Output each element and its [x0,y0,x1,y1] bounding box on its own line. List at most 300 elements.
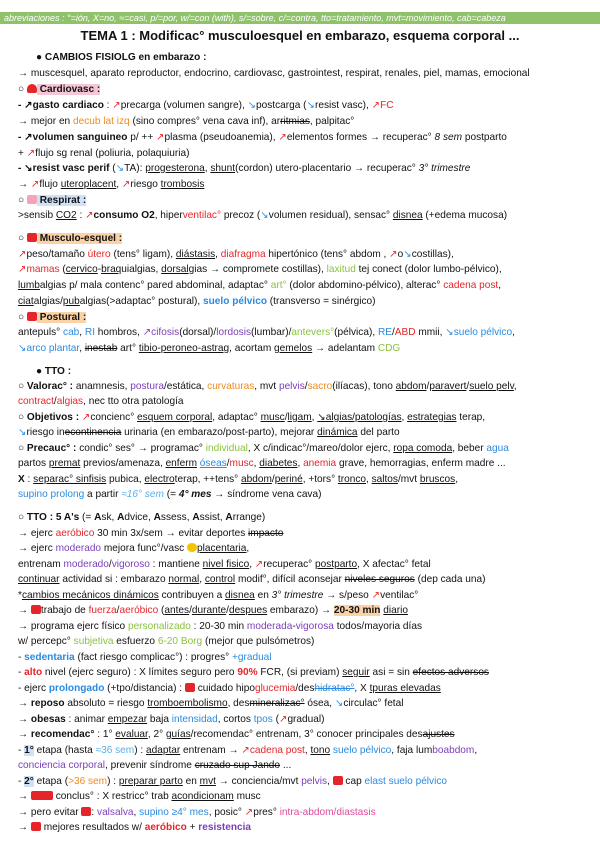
text-segment: ( [272,714,279,725]
text-segment: postcarga ( [256,100,307,111]
text-segment: : [103,100,113,111]
note-line-l26 [18,458,506,470]
text-segment: disnea [225,590,255,601]
text-segment: diafragma [220,249,266,260]
text-segment: , [474,745,478,756]
text-segment: sedentaria [24,652,75,663]
note-line-l12 [18,233,122,245]
text-segment: pub [62,296,80,307]
text-segment: decub lat izq [72,116,130,127]
text-segment: progesterona [145,163,205,174]
text-segment: dorsal [161,264,189,275]
note-line-l37 [18,636,314,648]
text-segment: saltos [371,474,398,485]
note-line-l6 [18,132,507,144]
text-segment: en [182,776,200,787]
text-segment: cambios mecánicos dinámicos [21,590,159,601]
text-segment: baja [147,714,172,725]
text-segment: art° [270,280,287,291]
text-segment: / [226,458,230,469]
text-segment: cervico [65,264,98,275]
text-segment: sacro [307,381,333,392]
text-segment: guías [165,729,191,740]
text-segment: anemia [303,458,337,469]
text-segment: , [401,412,408,423]
text-segment: ↗ [389,249,398,260]
note-line-l2 [18,68,530,80]
note-line-l34 [18,590,418,602]
text-segment: → ejerc [18,528,56,539]
text-segment: ↘ [306,100,315,111]
text-segment: FCR, (si previam) [257,667,343,678]
text-segment: / [108,559,112,570]
text-segment: - [18,745,25,756]
note-line-l27 [18,474,458,486]
text-segment: TTO : 5 A's [26,512,80,523]
text-segment: ( [109,163,116,174]
text-segment: 1° [24,745,34,756]
text-segment: , [253,458,260,469]
text-segment: , faja lum [391,745,433,756]
text-segment: abdom [395,381,427,392]
text-segment: a partir [84,489,122,500]
text-segment: CO2 [55,210,77,221]
text-segment: , [455,474,458,485]
text-segment: ↗ [121,179,131,190]
text-segment: inestab [84,343,118,354]
text-segment: , palpitac° [309,116,355,127]
text-segment: A [153,512,161,523]
note-line-l32 [18,559,431,571]
text-segment: control [204,574,236,585]
text-segment: / [226,605,229,616]
text-segment: ≈16° sem [121,489,164,500]
text-segment: - ejerc [18,683,49,694]
marker-icon [187,543,197,552]
text-segment: → [18,791,31,802]
text-segment: urinaria (en embarazo/post-parto), mejorar [121,427,318,438]
text-segment: algias/ [33,296,63,307]
text-segment: (+edema mucosa) [422,210,508,221]
text-segment: gemelos [274,343,313,354]
note-line-l31 [18,543,249,555]
text-segment: precoz ( [221,210,261,221]
text-segment: Respirat : [36,195,87,206]
text-segment: ● [36,366,45,377]
text-segment: entrenam [18,559,64,570]
text-segment: Objetivos : [26,412,80,423]
text-segment: conclus° : X restricc° trab [52,791,172,802]
text-segment: condic° ses° → programac° [76,443,206,454]
marker-icon [27,233,37,242]
text-segment: impacto [248,528,284,539]
text-segment: , hiper [154,210,183,221]
text-segment: (= [163,489,179,500]
text-segment: / [53,396,57,407]
text-segment: , [133,807,140,818]
text-segment: terap, ++tens° [174,474,241,485]
text-segment: evaluar [115,729,148,740]
text-segment: esquem corporal [137,412,213,423]
text-segment: , [204,163,211,174]
note-line-l16 [18,296,376,308]
text-segment: , X [354,683,370,694]
text-segment: (fact riesgo complicac°) : progres° [74,652,232,663]
text-segment: flujo sg renal (poliuria, polaquiuria) [35,148,190,159]
marker-icon [31,822,41,831]
text-segment: , adaptac° [212,412,261,423]
text-segment: peso/tamaño [26,249,88,260]
text-segment: suelo pélvico [388,776,447,787]
note-line-l47 [18,791,261,803]
text-segment: ○ [18,312,27,323]
text-segment: TA): [124,163,146,174]
text-segment: empezar [107,714,148,725]
text-segment: ↗ [156,132,165,143]
note-line-l33 [18,574,486,586]
text-segment: ↗ [244,807,254,818]
text-segment: nivel (ejerc seguro) : X límites seguro pero [42,667,238,678]
text-segment: ↗ [26,148,36,159]
text-segment: → mejor en [18,116,73,127]
text-segment: CDG [377,343,401,354]
text-segment: mejores resultados w/ [40,822,145,833]
text-segment: ≈36 sem [95,745,135,756]
text-segment: Postural : [36,312,87,323]
text-segment: - [97,264,102,275]
text-segment: ↗ [18,264,27,275]
text-segment: alto [24,667,43,678]
text-segment: algias p/ mala contenc° pared abdominal, adaptac° [39,280,271,291]
text-segment: aeróbico [144,822,187,833]
text-segment: subjetiva [73,636,114,647]
text-segment: postura [130,381,164,392]
note-line-l42 [18,714,324,726]
text-segment: ↘algias/patologías [317,412,402,423]
text-segment: glucemia [254,683,296,694]
text-segment: : animar [65,714,108,725]
text-segment: (dep cada una) [414,574,486,585]
text-segment: cadena post [443,280,499,291]
text-segment: 30 min 3x/sem → evitar deportes [94,528,249,539]
text-segment: Precauc° : [26,443,77,454]
text-segment: abdom [241,474,272,485]
text-segment: ○ [18,233,27,244]
note-line-l43 [18,729,455,741]
text-segment: boabdom [432,745,475,756]
text-segment: sk, [101,512,118,523]
text-segment: suelo pélvico [453,327,513,338]
text-segment: intra-abdom/diastasis [279,807,376,818]
text-segment: ↗ [278,132,287,143]
text-segment: antepuls° [18,327,64,338]
text-segment: normal [168,574,200,585]
text-segment: reposo [30,698,65,709]
text-segment: valsalva [97,807,134,818]
text-segment: cab [63,327,80,338]
text-segment: uialgias, [121,264,162,275]
text-segment: ↗FC [371,100,394,111]
text-segment: disnea [392,210,423,221]
marker-icon [27,84,37,93]
text-segment: postparto [462,132,507,143]
text-segment: → [18,605,31,616]
note-line-l15 [18,280,501,292]
text-segment: plasma (pseudoanemia), [164,132,279,143]
text-segment: * [18,590,22,601]
text-segment: ○ [18,381,27,392]
text-segment: embarazo) → [267,605,334,616]
text-segment: previos/amenaza, [80,458,166,469]
text-segment: dvice, [124,512,154,523]
text-segment: anamnesis, [73,381,131,392]
text-segment: A [192,512,200,523]
text-segment: /des [295,683,315,694]
text-segment: paravert [429,381,467,392]
text-segment: riesgo [130,179,161,190]
text-segment: dinámica [317,427,358,438]
text-segment: Cardiovasc : [36,84,101,95]
text-segment: ↘ [18,427,27,438]
text-segment: moderada [246,621,293,632]
text-segment: : [91,807,98,818]
text-segment: , [297,458,304,469]
text-segment: ) : [134,745,146,756]
text-segment: , [116,179,122,190]
text-segment: gias → compromete costillas), [188,264,327,275]
text-segment: mmii, [415,327,446,338]
text-segment: , mvt [254,381,279,392]
text-segment: → [18,822,31,833]
text-segment: , [215,249,221,260]
text-segment: A [117,512,125,523]
text-segment: ↘ [403,249,412,260]
text-segment: pelvis [278,381,305,392]
text-segment: braq [101,264,122,275]
text-segment: efectos adversos [412,667,489,678]
text-segment: , beber [452,443,487,454]
text-segment: - ↗volumen sanguineo [18,132,128,143]
text-segment: elast [364,776,386,787]
text-segment: A [225,512,233,523]
text-segment: , acortam [229,343,275,354]
text-segment: etapa (hasta [33,745,96,756]
text-segment: >36 sem [68,776,108,787]
text-segment: → programa ejerc físico [18,621,128,632]
text-segment: (ilíacas), tono [332,381,396,392]
text-segment: / [189,605,192,616]
note-line-l13 [18,249,454,261]
text-segment: durante [191,605,227,616]
text-segment: individual [205,443,248,454]
text-segment: , 2° [147,729,166,740]
text-segment: resist vasc), [315,100,372,111]
text-segment: todos/mayoria días [333,621,422,632]
text-segment: estrategias [407,412,457,423]
text-segment: , [513,381,517,392]
text-segment: >sensib [18,210,56,221]
text-segment: , cortos [217,714,254,725]
marker-icon [31,605,41,614]
text-segment: personalizado [127,621,191,632]
text-segment: niveles seguros [344,574,415,585]
text-segment: vigoroso [111,559,150,570]
text-segment: ↗ [371,590,381,601]
text-segment: - [18,652,25,663]
text-segment: ● [36,52,45,63]
text-segment: → [18,714,31,725]
text-segment: / [116,605,120,616]
text-segment: hipertónico (tens° abdom , [265,249,390,260]
note-line-l48 [18,807,376,819]
text-segment: A [94,512,102,523]
note-line-l39 [18,667,489,679]
text-segment: absoluto = riesgo [64,698,148,709]
text-segment: del parto [357,427,400,438]
text-segment: musc [260,412,285,423]
text-segment: terap, [456,412,486,423]
text-segment: → muscesquel, aparato reproductor, endocrino, cardiovasc, gastrointest, respirat, renales, piel, mamas, emocional [18,68,530,79]
text-segment: continuar [18,574,60,585]
text-segment: intensidad [171,714,218,725]
text-segment: : [24,474,34,485]
note-line-l24 [18,427,400,439]
note-line-l7 [18,148,189,160]
abbreviations-bar: abreviaciones : °=ión, X=no, ≈=casi, p/=por, w/=con (with), s/=sobre, c/=contra, tto=tratamiento, mvt=movimiento, cab=cabeza [0,12,600,24]
text-segment: , X afectac° fetal [357,559,431,570]
text-segment: - [18,776,25,787]
text-segment: → s/peso [323,590,372,601]
marker-icon [81,807,91,816]
note-line-l3 [18,84,100,96]
text-segment: etapa ( [33,776,69,787]
text-segment: → [18,179,31,190]
text-segment: consumo O2 [93,210,155,221]
text-segment: ↗ [278,714,288,725]
text-segment: , des [227,698,250,709]
text-segment: / [271,474,275,485]
text-segment: ○ [18,412,27,423]
text-segment: diario [383,605,408,616]
text-segment: tpuras elevadas [369,683,441,694]
text-segment: o [397,249,404,260]
text-segment: bruscos [419,474,456,485]
text-segment: : 1° [94,729,116,740]
note-line-l36 [18,621,422,633]
note-line-l30 [18,528,283,540]
text-segment: + [18,148,27,159]
text-segment: / [466,381,470,392]
text-segment: elementos formes → recuperac° [286,132,435,143]
text-segment: → pero evitar [18,807,82,818]
text-segment: electro [144,474,175,485]
text-segment: RI [84,327,95,338]
text-segment: ↗ [18,249,27,260]
text-segment: / [284,412,288,423]
text-segment: ( [158,605,165,616]
text-segment: útero [87,249,111,260]
note-line-l11 [18,210,507,222]
text-segment: ventilac° [380,590,419,601]
text-segment: periné [274,474,303,485]
text-segment: econtinencia [64,427,122,438]
note-line-l23 [18,412,485,424]
text-segment: adaptar [145,745,181,756]
text-segment: ritmias [280,116,310,127]
note-line-l49 [18,822,251,834]
text-segment: contract [18,396,54,407]
text-segment: / [391,327,395,338]
text-segment: separac° sinfisis [33,474,107,485]
text-segment: musc [229,458,254,469]
text-segment: X [18,474,25,485]
text-segment: → [18,698,31,709]
text-segment: CAMBIOS FISIOLG en embarazo : [44,52,207,63]
text-segment: (cordon) utero-placentario → recuperac° [235,163,419,174]
text-segment: p/ ++ [127,132,157,143]
note-line-l38 [18,652,272,664]
text-segment: lordosis [216,327,252,338]
text-segment: vigorosa [295,621,334,632]
text-segment: recuperac° [263,559,315,570]
text-segment: ↘ [445,327,454,338]
note-line-l44 [18,745,477,757]
text-segment: (= [79,512,95,523]
note-line-l4 [18,100,394,112]
text-segment: supino prolong [18,489,85,500]
text-segment: precarga (volumen sangre), [120,100,248,111]
text-segment: uteroplacent [60,179,117,190]
text-segment: conciencia corporal [18,760,105,771]
text-segment: shunt [210,163,236,174]
text-segment: ( [59,264,66,275]
text-segment: pelvis [301,776,327,787]
text-segment: , [311,412,318,423]
text-segment: laxitud [326,264,356,275]
text-segment: diabetes [259,458,298,469]
text-segment: circulac° fetal [343,698,404,709]
text-segment: contribuyen a [158,590,226,601]
text-segment: - ↘resist vasc perif [18,163,110,174]
marker-icon [31,791,53,800]
text-segment: , posic° [208,807,245,818]
text-segment: nivel fisico [202,559,250,570]
text-segment: ciat [18,296,34,307]
note-line-l8 [18,163,470,175]
text-segment: , [79,327,85,338]
text-segment: → síndrome vena cava) [211,489,322,500]
text-segment: 4° mes [178,489,212,500]
text-segment: preparar parto [118,776,183,787]
text-segment: prolongado [48,683,105,694]
text-segment: musc [233,791,261,802]
text-segment: moderado [55,543,102,554]
text-segment: ósea, [304,698,335,709]
text-segment: 8 sem [434,132,463,143]
text-segment: trabajo de [40,605,89,616]
text-segment: ↗ [241,745,250,756]
text-segment: , [79,343,85,354]
text-segment: → conciencia/mvt [215,776,302,787]
text-segment: trombosis [160,179,205,190]
text-segment: cadena post [249,745,305,756]
text-segment: obesas [30,714,66,725]
text-segment: actividad si : embarazo [59,574,169,585]
text-segment: /mvt [397,474,420,485]
text-segment: riesgo in [26,427,65,438]
text-segment: moderado [63,559,109,570]
text-segment: resistencia [198,822,252,833]
